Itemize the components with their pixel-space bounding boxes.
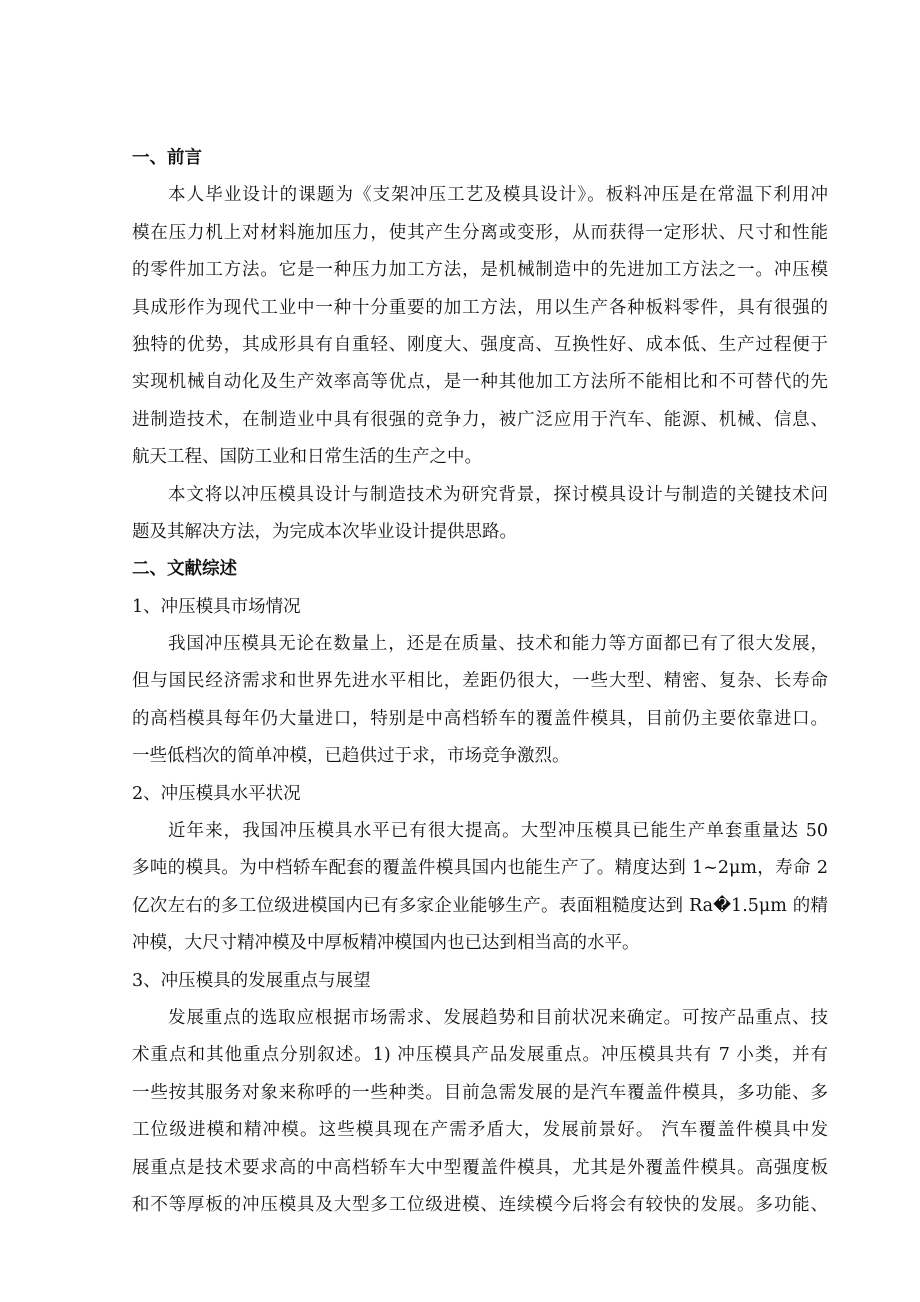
- text-line: 模在压力机上对材料施加压力，使其产生分离或变形，从而获得一定形状、尺寸和性能: [132, 222, 828, 243]
- document-body: [132, 140, 828, 1224]
- text-line: 进制造技术，在制造业中具有很强的竞争力，被广泛应用于汽车、能源、机械、信息、: [132, 409, 828, 430]
- level-paragraph: [132, 813, 828, 963]
- text-line: 多吨的模具。为中档轿车配套的覆盖件模具国内也能生产了。精度达到 1~2μm，寿命 2: [132, 858, 828, 879]
- text-line: 我国冲压模具无论在数量上，还是在质量、技术和能力等方面都已有了很大发展，: [168, 634, 828, 655]
- text-line: 的高档模具每年仍大量进口，特别是中高档轿车的覆盖件模具，目前仍主要依靠进口。: [132, 708, 828, 729]
- preface-paragraph-2: [132, 477, 828, 552]
- text-line: 冲模，大尺寸精冲模及中厚板精冲模国内也已达到相当高的水平。: [132, 933, 640, 954]
- text-line: 但与国民经济需求和世界先进水平相比，差距仍很大，一些大型、精密、复杂、长寿命: [132, 671, 828, 692]
- preface-paragraph-1: [132, 177, 828, 476]
- text-line: 亿次左右的多工位级进模国内已有多家企业能够生产。表面粗糙度达到 Ra�1.5μm 的精: [132, 895, 828, 916]
- text-line: 具成形作为现代工业中一种十分重要的加工方法，用以生产各种板料零件，具有很强的: [132, 297, 828, 318]
- section-heading-literature-review: 二、文献综述: [132, 559, 237, 580]
- text-line: 工位级进模和精冲模。这些模具现在产需矛盾大，发展前景好。 汽车覆盖件模具中发: [132, 1120, 828, 1141]
- text-line: 航天工程、国防工业和日常生活的生产之中。: [132, 447, 482, 468]
- text-line: 一些按其服务对象来称呼的一些种类。目前急需发展的是汽车覆盖件模具，多功能、多: [132, 1082, 828, 1103]
- section-heading-preface: 一、前言: [132, 148, 202, 168]
- subsection-title-level: 2、冲压模具水平状况: [132, 783, 301, 804]
- text-line: 题及其解决方法，为完成本次毕业设计提供思路。: [132, 521, 517, 542]
- text-line: 发展重点的选取应根据市场需求、发展趋势和目前状况来确定。可按产品重点、技: [168, 1007, 828, 1028]
- subsection-title-development: 3、冲压模具的发展重点与展望: [132, 970, 371, 991]
- subsection-title-market: 1、冲压模具市场情况: [132, 596, 301, 617]
- text-line: 展重点是技术要求高的中高档轿车大中型覆盖件模具，尤其是外覆盖件模具。高强度板: [132, 1157, 828, 1178]
- text-line: 和不等厚板的冲压模具及大型多工位级进模、连续模今后将会有较快的发展。多功能、: [132, 1194, 828, 1215]
- text-line: 本人毕业设计的课题为《支架冲压工艺及模具设计》。板料冲压是在常温下利用冲: [168, 185, 828, 206]
- text-line: 近年来，我国冲压模具水平已有很大提高。大型冲压模具已能生产单套重量达 50: [168, 821, 828, 842]
- text-line: 的零件加工方法。它是一种压力加工方法，是机械制造中的先进加工方法之一。冲压模: [132, 260, 828, 281]
- text-line: 一些低档次的简单冲模，已趋供过于求，市场竞争激烈。: [132, 746, 570, 767]
- text-line: 独特的优势，其成形具有自重轻、刚度大、强度高、互换性好、成本低、生产过程便于: [132, 334, 828, 355]
- text-line: 实现机械自动化及生产效率高等优点，是一种其他加工方法所不能相比和不可替代的先: [132, 372, 828, 393]
- text-line: 术重点和其他重点分别叙述。1) 冲压模具产品发展重点。冲压模具共有 7 小类，并有: [132, 1045, 828, 1066]
- development-paragraph: [132, 1000, 828, 1224]
- market-paragraph: [132, 626, 828, 776]
- text-line: 本文将以冲压模具设计与制造技术为研究背景，探讨模具设计与制造的关键技术问: [168, 484, 828, 505]
